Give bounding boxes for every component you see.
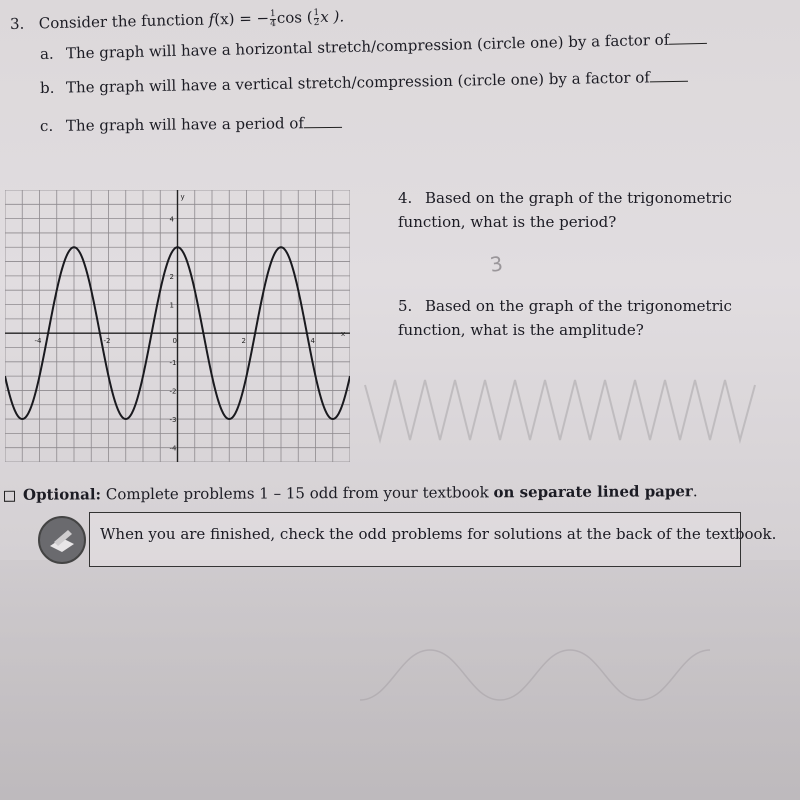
question-3c: [40, 114, 342, 135]
question-3a-text: The graph will have a horizontal stretch/compression (circle one) by a factor of: [65, 30, 670, 63]
x-tick-label: -4: [34, 337, 42, 346]
question-3a-letter: a.: [39, 44, 54, 63]
x-tick-label: 0: [172, 337, 177, 346]
y-tick-label: -1: [169, 358, 177, 367]
underlying-sheet-wave: [360, 630, 740, 720]
function-name: f: [208, 10, 215, 29]
finished-note-text: When you are finished, check the odd problems for solutions at the back of the textbook.: [100, 525, 777, 543]
question-5-number: 5.: [398, 297, 413, 315]
optional-bold-tail: on separate lined paper: [493, 482, 693, 502]
optional-period: .: [692, 482, 698, 501]
question-3c-text: The graph will have a period of: [65, 114, 305, 135]
x-tick-label: -2: [103, 337, 111, 346]
y-tick-label: 4: [169, 215, 174, 224]
finished-note-box: [89, 512, 777, 567]
cos-label: cos (: [276, 8, 313, 27]
question-3c-letter: c.: [39, 116, 54, 135]
y-tick-label: -4: [169, 444, 177, 453]
optional-label: Optional:: [22, 485, 102, 504]
answer-blank-3b[interactable]: [650, 71, 688, 83]
fraction-one-quarter: $\frac{1}{4}$: [269, 8, 277, 29]
question-3-prefix: Consider the function: [38, 10, 205, 33]
question-5: [398, 294, 798, 342]
y-axis-label: y: [180, 193, 185, 201]
checkbox-icon[interactable]: [4, 490, 15, 501]
y-tick-label: 1: [169, 301, 174, 310]
optional-text: Complete problems 1 – 15 odd from your textbook: [101, 483, 494, 504]
fraction-one-half: $\frac{1}{2}$: [313, 7, 320, 28]
y-tick-label: -2: [169, 387, 177, 396]
pencil-book-icon: [38, 516, 86, 564]
x-tick-label: 4: [310, 337, 315, 346]
bleed-through-scribble: [360, 355, 760, 445]
sine-graph: [5, 190, 350, 462]
answer-blank-3c[interactable]: [304, 117, 342, 128]
question-4-number: 4.: [398, 189, 413, 207]
x-tick-label: 2: [241, 337, 246, 346]
question-3-number: 3.: [9, 14, 25, 33]
function-arg: (x) = −: [214, 9, 270, 29]
question-3b-text: The graph will have a vertical stretch/compression (circle one) by a factor of: [65, 68, 650, 97]
y-tick-label: -3: [169, 416, 177, 425]
handwritten-answer-4: 3: [488, 251, 505, 277]
optional-instruction: [4, 482, 698, 504]
question-5-text: Based on the graph of the trigonometric function, what is the amplitude?: [398, 297, 732, 339]
question-4: [398, 186, 798, 234]
question-4-text: Based on the graph of the trigonometric function, what is the period?: [398, 189, 732, 231]
x-axis-label: x: [341, 330, 346, 339]
y-tick-label: 2: [169, 272, 174, 281]
answer-blank-3a[interactable]: [669, 33, 707, 45]
question-3b-letter: b.: [39, 78, 55, 97]
function-tail: x ).: [320, 7, 345, 26]
